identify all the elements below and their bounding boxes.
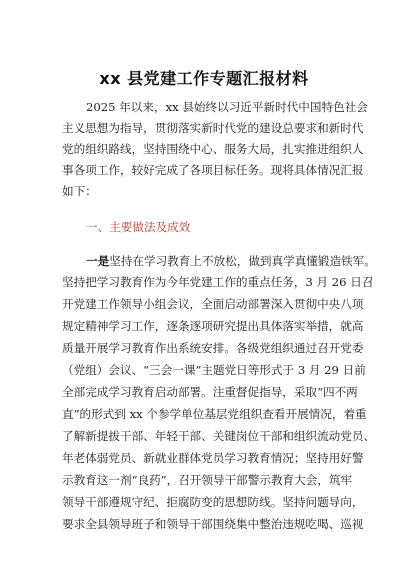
paragraph-line: 直”的形式到 xx 个参学单位基层党组织查看开展情况，着重 [62, 407, 367, 421]
paragraph-line: 全部完成学习教育启动部署。注重督促指导，采取“四不两 [62, 385, 358, 399]
paragraph-line: 了解新提拔干部、年轻干部、关键岗位干部和组织流动党员、 [62, 429, 376, 443]
paragraph-first-text: 坚持在学习教育上不放松，做到真学真懂锻造铁军。 [109, 254, 376, 268]
paragraph-line: 年老体弱党员、新就业群体党员学习教育情况；坚持用好警 [62, 451, 364, 465]
paragraph-line: 坚持把学习教育作为今年党建工作的重点任务，3 月 26 日召 [62, 275, 374, 289]
intro-line: 主义思想为指导，贯彻落实新时代党的建设总要求和新时代 [62, 121, 364, 135]
paragraph-line: （党组）会议、“三会一课”主题党日等形式于 3 月 29 日前 [62, 363, 366, 377]
paragraph-line: 质量开展学习教育作出系统安排。各级党组织通过召开党委 [62, 341, 364, 355]
paragraph-line: 规定精神学习工作，逐条逐项研究提出具体落实举措，就高 [62, 319, 364, 333]
paragraph-lead: 一是 [86, 254, 110, 268]
intro-line: 如下： [62, 184, 97, 198]
paragraph-line: 示教育这一剂“良药”，召开领导干部警示教育大会，筑牢 [62, 473, 353, 487]
section-heading: 一、主要做法及成效 [86, 220, 191, 234]
intro-line: 2025 年以来，xx 县始终以习近平新时代中国特色社会 [86, 100, 368, 114]
paragraph-line: 开党建工作领导小组会议，全面启动部署深入贯彻中央八项 [62, 297, 364, 311]
paragraph-first-line [86, 254, 376, 268]
paragraph-line: 领导干部遵规守纪、拒腐防变的思想防线。坚持问题导向， [62, 495, 364, 509]
intro-line: 事各项工作，较好完成了各项目标任务。现将具体情况汇报 [62, 163, 364, 177]
paragraph-line: 要求全县领导班子和领导干部围绕集中整治违规吃喝、巡视 [62, 517, 364, 531]
document-title: xx 县党建工作专题汇报材料 [99, 69, 309, 88]
intro-line: 党的组织路线，坚持围绕中心、服务大局，扎实推进组织人 [62, 142, 364, 156]
